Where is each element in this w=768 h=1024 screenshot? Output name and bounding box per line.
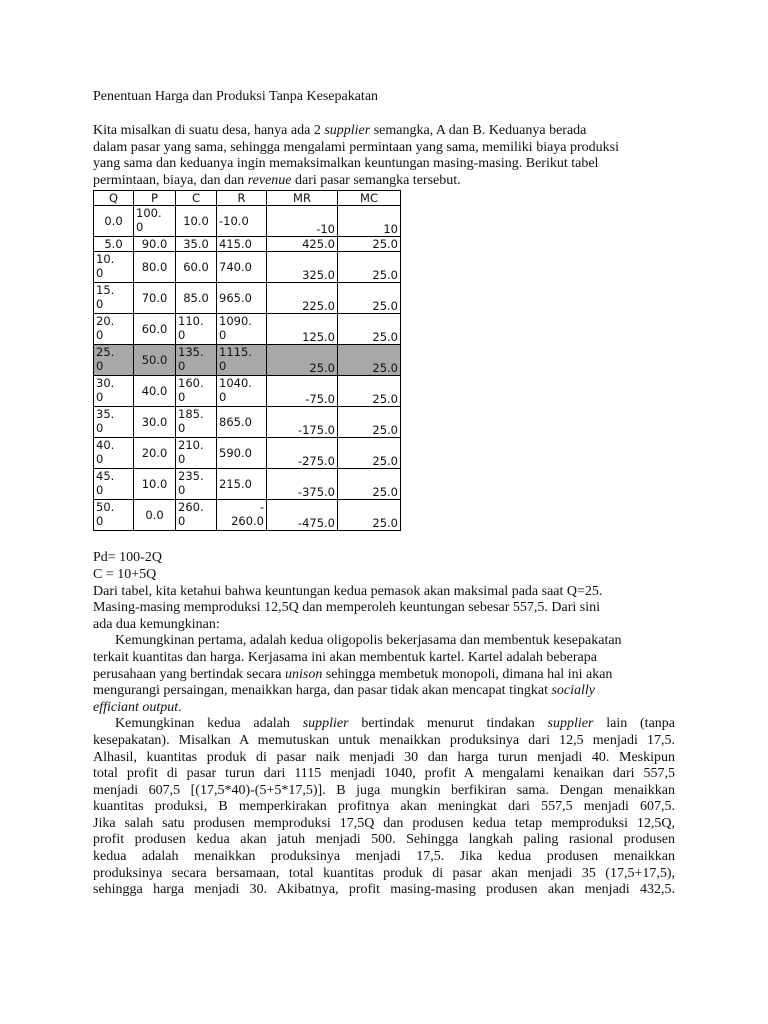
text-line: kedua adalah menaikkan produksinya menjadi 17,5. Jika kedua produsen menaikkan (93, 849, 675, 865)
text-line: total profit di pasar turun dari 1115 menjadi 1040, profit A mengalami kenaikan dari 557,5 (93, 766, 675, 782)
text-line: Jika salah satu produsen memproduksi 17,5Q dan produsen kedua tetap memproduksi 12,5Q, (93, 815, 675, 831)
table-cell-mc: 25.0 (338, 438, 401, 469)
table-cell-mr: 225.0 (267, 283, 338, 314)
text-line (93, 700, 675, 717)
text-span: bertindak menurut tindakan (348, 716, 548, 732)
intro-paragraph (93, 123, 675, 189)
table-cell-r: 1040. 0 (217, 376, 267, 407)
document-page (93, 88, 675, 899)
table-cell-mr: 425.0 (267, 237, 338, 252)
table-row (94, 283, 401, 314)
table-cell-c: 110. 0 (176, 314, 217, 345)
table-cell-mr: -375.0 (267, 469, 338, 500)
text-span: Kita misalkan di suatu desa, hanya ada 2 (93, 123, 325, 138)
text-span: mengurangi persaingan, menaikkan harga, dan pasar tidak akan mencapat tingkat (93, 683, 552, 699)
body-text (93, 584, 675, 899)
table-cell-p: 70.0 (134, 283, 176, 314)
table-cell-c: 235. 0 (176, 469, 217, 500)
table-cell-p: 30.0 (134, 407, 176, 438)
table-cell-mr: -475.0 (267, 500, 338, 531)
table-cell-q: 35. 0 (94, 407, 134, 438)
table-cell-mc: 25.0 (338, 345, 401, 376)
table-cell-c: 60.0 (176, 252, 217, 283)
table-cell-c: 35.0 (176, 237, 217, 252)
table-cell-c: 10.0 (176, 206, 217, 237)
column-header-c: C (176, 191, 217, 206)
table-cell-mc: 25.0 (338, 237, 401, 252)
text-line: produksinya secara bersamaan, total kuantitas produk di pasar akan menjadi 35 (17,5+17,5), (93, 865, 675, 881)
table-cell-c: 135. 0 (176, 345, 217, 376)
table-row (94, 314, 401, 345)
table-cell-p: 0.0 (134, 500, 176, 531)
table-cell-q: 5.0 (94, 237, 134, 252)
table-cell-mc: 25.0 (338, 407, 401, 438)
text-span: perusahaan yang bertindak secara (93, 666, 286, 682)
text-line (93, 667, 675, 684)
table-header-row (94, 191, 401, 206)
table-cell-mr: -175.0 (267, 407, 338, 438)
table-row (94, 376, 401, 407)
table-cell-mc: 25.0 (338, 252, 401, 283)
italic-term: supplier (324, 123, 371, 138)
text-span: dari pasar semangka tersebut. (291, 172, 461, 188)
table-body (94, 206, 401, 531)
table-row (94, 237, 401, 252)
table-cell-mc: 25.0 (338, 283, 401, 314)
table-cell-r: 965.0 (217, 283, 267, 314)
text-line: profit produsen kedua akan jatuh menjadi 500. Sehingga langkah paling rasional produsen (93, 832, 675, 848)
table-cell-p: 90.0 (134, 237, 176, 252)
table-cell-q: 50. 0 (94, 500, 134, 531)
text-line: Dari tabel, kita ketahui bahwa keuntungan kedua pemasok akan maksimal pada saat Q=25. (93, 583, 603, 599)
table-cell-q: 10. 0 (94, 252, 134, 283)
table-cell-mc: 25.0 (338, 500, 401, 531)
table-row (94, 469, 401, 500)
table-cell-p: 100. 0 (134, 206, 176, 237)
table-cell-mr: -275.0 (267, 438, 338, 469)
table-cell-mc: 25.0 (338, 314, 401, 345)
table-cell-r: 865.0 (217, 407, 267, 438)
table-cell-p: 40.0 (134, 376, 176, 407)
document-title: Penentuan Harga dan Produksi Tanpa Kesepakatan (93, 89, 379, 104)
table-cell-mr: 25.0 (267, 345, 338, 376)
table-cell-q: 0.0 (94, 206, 134, 237)
table-row (94, 407, 401, 438)
table-cell-q: 25. 0 (94, 345, 134, 376)
italic-term: revenue (247, 172, 292, 188)
table-cell-r: -10.0 (217, 206, 267, 237)
text-span: sehingga membetuk monopoli, dimana hal ini akan (322, 666, 613, 682)
table-cell-mc: 25.0 (338, 469, 401, 500)
text-span: permintaan, biaya, dan dan (93, 172, 248, 188)
table-row (94, 252, 401, 283)
text-line: kesepakatan). Misalkan A memutuskan untuk menaikkan produksinya dari 12,5 menjadi 17,5. (93, 732, 675, 748)
text-span: semangka, A dan B. Keduanya berada (370, 123, 587, 138)
text-line: sehingga harga menjadi 30. Akibatnya, profit masing-masing produsen akan menjadi 432,5. (93, 882, 675, 898)
text-line: Alhasil, kuantitas produk di pasar naik menjadi 30 dan harga turun menjadi 40. Meskipun (93, 749, 675, 765)
equations (93, 550, 675, 583)
demand-cost-revenue-table (93, 190, 401, 531)
table-cell-p: 80.0 (134, 252, 176, 283)
table-cell-c: 260. 0 (176, 500, 217, 531)
table-cell-r: - 260.0 (217, 500, 267, 531)
table-cell-r: 590.0 (217, 438, 267, 469)
table-cell-mc: 10 (338, 206, 401, 237)
table-cell-mr: 125.0 (267, 314, 338, 345)
table-row (94, 438, 401, 469)
italic-term: supplier (302, 716, 349, 732)
table-cell-mr: -10 (267, 206, 338, 237)
text-line: terkait kuantitas dan harga. Kerjasama ini akan membentuk kartel. Kartel adalah beberapa (93, 649, 597, 665)
italic-term: efficiant output (93, 699, 179, 715)
table-cell-p: 60.0 (134, 314, 176, 345)
text-span: . (178, 699, 182, 715)
text-line: Masing-masing memproduksi 12,5Q dan memperoleh keuntungan sebesar 557,5. Dari sini (93, 600, 601, 616)
text-line (93, 123, 675, 140)
text-line: Kemungkinan pertama, adalah kedua oligopolis bekerjasama dan membentuk kesepakatan (115, 633, 622, 649)
table-row (94, 500, 401, 531)
text-line: menjadi 607,5 [(17,5*40)-(5+5*17,5)]. B juga mungkin berfikiran sama. Dengan menaikkan (93, 782, 675, 798)
column-header-p: P (134, 191, 176, 206)
table-cell-c: 160. 0 (176, 376, 217, 407)
italic-term: supplier (547, 716, 594, 732)
text-span: lain (tanpa (593, 716, 675, 732)
cost-equation: C = 10+5Q (93, 566, 157, 582)
table-cell-mr: 325.0 (267, 252, 338, 283)
table-cell-p: 10.0 (134, 469, 176, 500)
text-line: yang sama dan keduanya ingin memaksimalkan keuntungan masing-masing. Berikut tabel (93, 156, 599, 172)
text-line (93, 716, 675, 733)
table-cell-q: 30. 0 (94, 376, 134, 407)
italic-term: unison (285, 666, 323, 682)
column-header-r: R (217, 191, 267, 206)
table-cell-mc: 25.0 (338, 376, 401, 407)
table-cell-c: 210. 0 (176, 438, 217, 469)
column-header-mc: MC (338, 191, 401, 206)
table-cell-q: 40. 0 (94, 438, 134, 469)
text-line (93, 683, 675, 700)
table-cell-c: 185. 0 (176, 407, 217, 438)
text-line: kuantitas produksi, B memperkirakan profitnya akan meningkat dari 557,5 menjadi 607,5. (93, 799, 675, 815)
table-cell-r: 415.0 (217, 237, 267, 252)
table-cell-r: 1090. 0 (217, 314, 267, 345)
text-line: dalam pasar yang sama, sehingga mengalami permintaan yang sama, memiliki biaya produksi (93, 139, 620, 155)
table-cell-p: 50.0 (134, 345, 176, 376)
table-cell-r: 215.0 (217, 469, 267, 500)
text-span: Kemungkinan kedua adalah (115, 716, 303, 732)
table-cell-q: 15. 0 (94, 283, 134, 314)
column-header-mr: MR (267, 191, 338, 206)
table-cell-c: 85.0 (176, 283, 217, 314)
text-line: ada dua kemungkinan: (93, 616, 220, 632)
table-row (94, 206, 401, 237)
table-cell-q: 20. 0 (94, 314, 134, 345)
table-cell-mr: -75.0 (267, 376, 338, 407)
table-row (94, 345, 401, 376)
demand-equation: Pd= 100-2Q (93, 550, 162, 566)
table-cell-p: 20.0 (134, 438, 176, 469)
table-cell-r: 1115. 0 (217, 345, 267, 376)
table-cell-q: 45. 0 (94, 469, 134, 500)
italic-term: socially (551, 683, 596, 699)
text-line (93, 173, 675, 190)
paragraph-second-possibility (93, 716, 675, 899)
table-cell-r: 740.0 (217, 252, 267, 283)
column-header-q: Q (94, 191, 134, 206)
